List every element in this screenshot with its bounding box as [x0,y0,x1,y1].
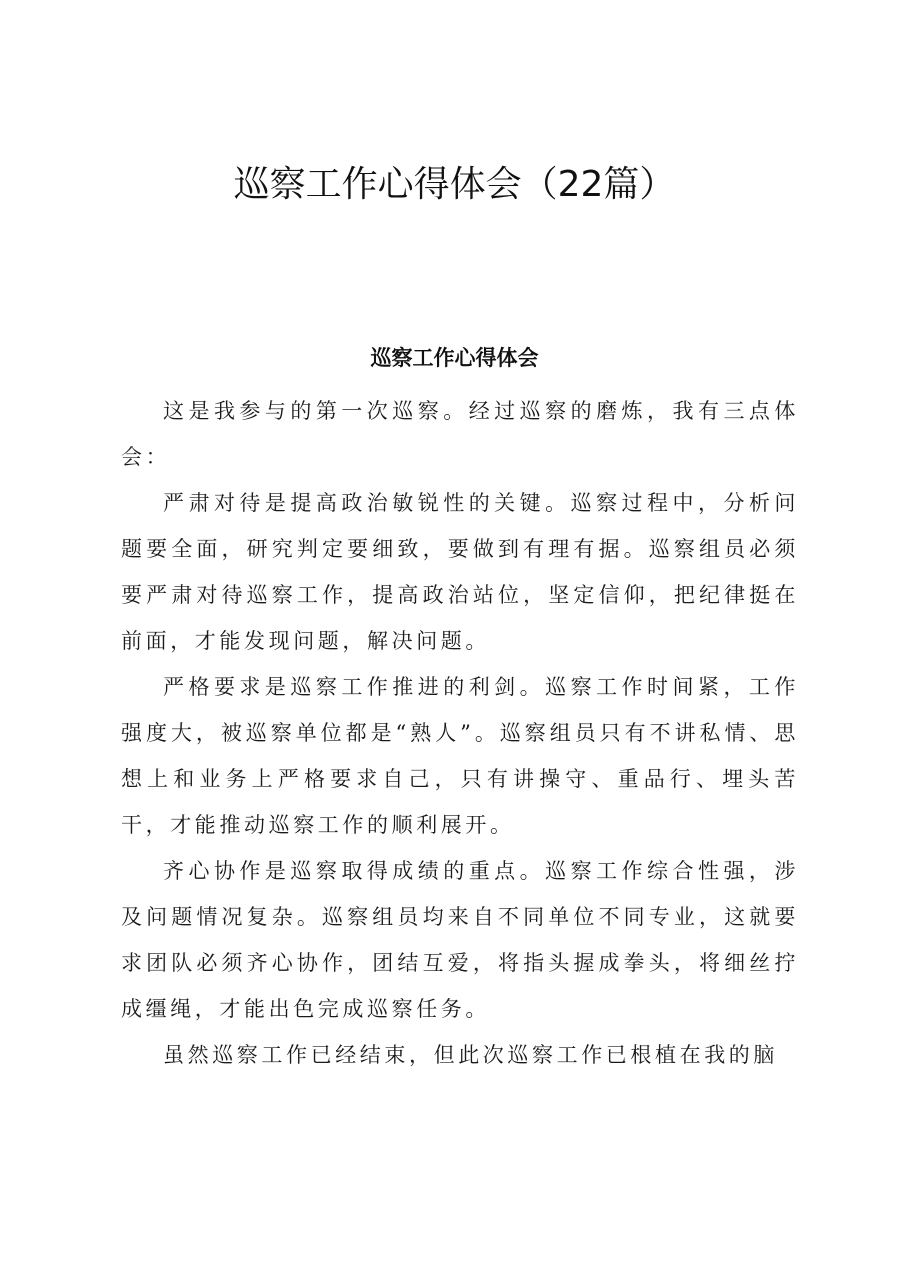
document-title: 巡察工作心得体会（22篇） [233,164,676,205]
paragraph: 齐心协作是巡察取得成绩的重点。巡察工作综合性强，涉及问题情况复杂。巡察组员均来自不同单位不同专业，这就要求团队必须齐心协作，团结互爱，将指头握成拳头，将细丝拧成缰绳，才能出色完成巡察任务。 [121,859,799,1021]
section-title: 巡察工作心得体会 [370,345,539,370]
paragraph: 严肃对待是提高政治敏锐性的关键。巡察过程中，分析问题要全面，研究判定要细致，要做到有理有据。巡察组员必须要严肃对待巡察工作，提高政治站位，坚定信仰，把纪律挺在前面，才能发现问题，解决问题。 [121,491,799,653]
document-body [121,388,799,1078]
paragraph: 严格要求是巡察工作推进的利剑。巡察工作时间紧，工作强度大，被巡察单位都是“熟人”。巡察组员只有不讲私情、思想上和业务上严格要求自己，只有讲操守、重品行、埋头苦干，才能推动巡察工作的顺利展开。 [121,675,799,837]
paragraph: 这是我参与的第一次巡察。经过巡察的磨炼，我有三点体会： [121,399,799,469]
paragraph: 虽然巡察工作已经结束，但此次巡察工作已根植在我的脑 [163,1043,778,1067]
